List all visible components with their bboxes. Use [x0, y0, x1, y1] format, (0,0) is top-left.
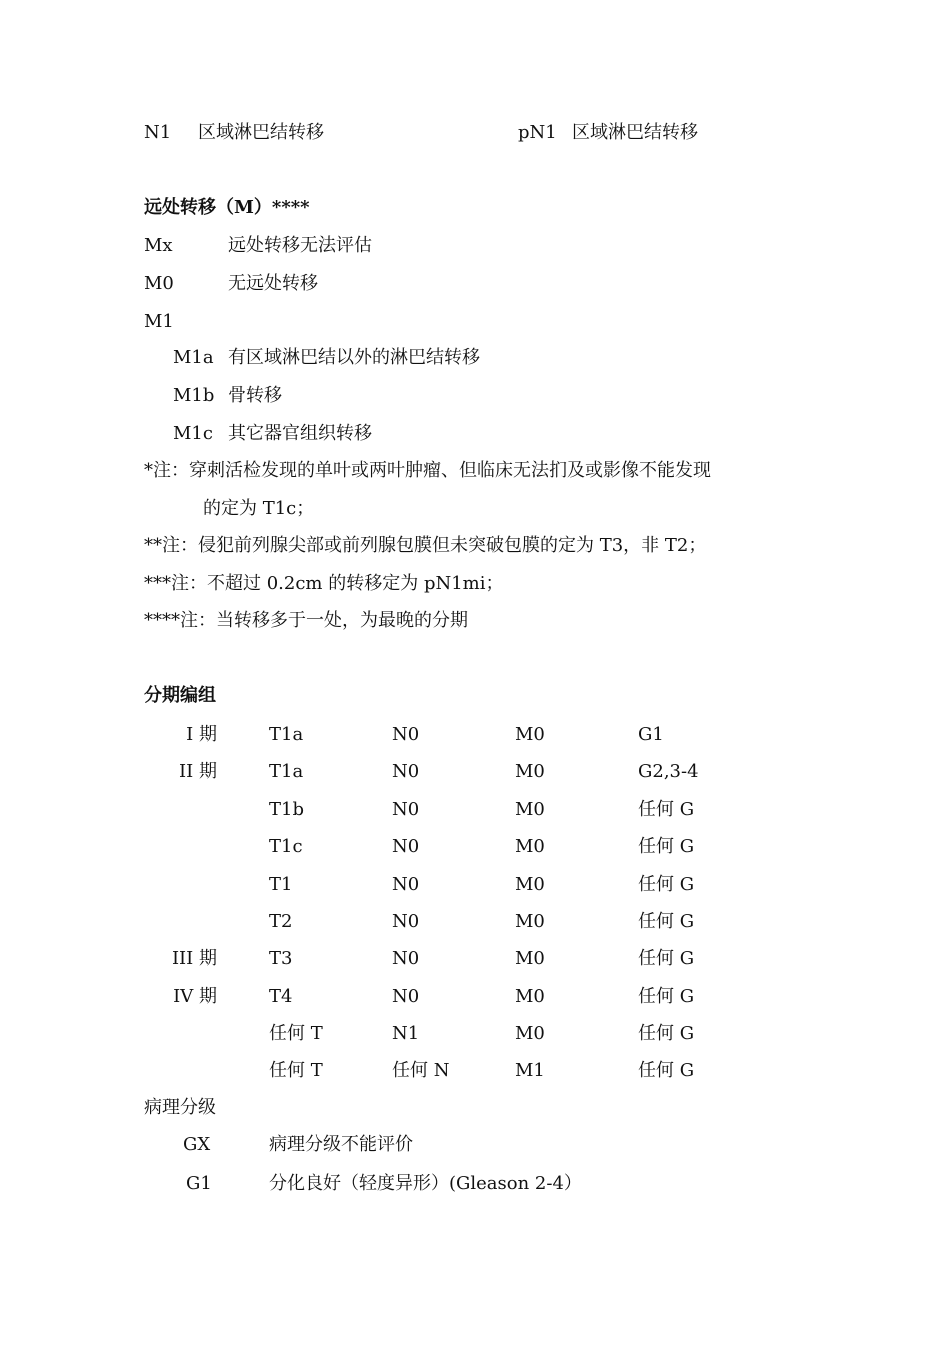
stage-cell-m: M0 [515, 874, 545, 895]
stage-cell-t: T1a [269, 761, 304, 782]
note1-line1: *注：穿刺活检发现的单叶或两叶肿瘤、但临床无法扪及或影像不能发现 [144, 460, 711, 481]
note3: ***注：不超过 0.2cm 的转移定为 pN1mi； [144, 573, 504, 594]
g1-code: G1 [186, 1173, 212, 1194]
stage-cell-n: N0 [392, 724, 420, 745]
stage-cell-m: M0 [515, 761, 545, 782]
grading-title: 病理分级 [144, 1097, 216, 1118]
m1c-code: M1c [173, 423, 213, 444]
stage-cell-t: T2 [269, 911, 293, 932]
m1b-desc: 骨转移 [228, 385, 282, 406]
n1-desc: 区域淋巴结转移 [198, 122, 324, 143]
stage-cell-g: G2,3-4 [638, 761, 699, 782]
mx-code: Mx [144, 235, 173, 256]
stage-label: I 期 [186, 724, 217, 745]
stage-cell-n: N0 [392, 836, 420, 857]
m0-code: M0 [144, 273, 174, 294]
stage-cell-n: N0 [392, 874, 420, 895]
stage-cell-m: M0 [515, 911, 545, 932]
note1-line2: 的定为 T1c； [203, 498, 315, 519]
stage-cell-t: T1a [269, 724, 304, 745]
stage-cell-g: 任何 G [638, 1023, 695, 1044]
n1-code: N1 [144, 122, 172, 143]
m1-code: M1 [144, 311, 174, 332]
stage-cell-m: M0 [515, 1023, 545, 1044]
stage-cell-t: T1b [269, 799, 304, 820]
stage-cell-n: N0 [392, 911, 420, 932]
stage-cell-t: T1c [269, 836, 303, 857]
stage-cell-m: M0 [515, 724, 545, 745]
stage-cell-g: 任何 G [638, 948, 695, 969]
stage-cell-m: M1 [515, 1060, 545, 1081]
stage-label: IV 期 [173, 986, 217, 1007]
stage-cell-t: T3 [269, 948, 293, 969]
gx-desc: 病理分级不能评价 [269, 1134, 413, 1155]
stage-cell-n: N0 [392, 986, 420, 1007]
m0-desc: 无远处转移 [228, 273, 318, 294]
stage-cell-g: 任何 G [638, 836, 695, 857]
pn1-desc: 区域淋巴结转移 [572, 122, 698, 143]
m1a-desc: 有区域淋巴结以外的淋巴结转移 [228, 347, 480, 368]
stage-cell-n: N0 [392, 948, 420, 969]
stage-cell-g: 任何 G [638, 986, 695, 1007]
stage-cell-m: M0 [515, 986, 545, 1007]
mx-desc: 远处转移无法评估 [228, 235, 372, 256]
stage-cell-g: G1 [638, 724, 664, 745]
note2: **注：侵犯前列腺尖部或前列腺包膜但未突破包膜的定为 T3，非 T2； [144, 535, 707, 556]
m1c-desc: 其它器官组织转移 [228, 423, 372, 444]
stage-label: III 期 [171, 948, 217, 969]
stage-cell-m: M0 [515, 836, 545, 857]
stage-cell-g: 任何 G [638, 911, 695, 932]
note4: ****注：当转移多于一处，为最晚的分期 [144, 610, 468, 631]
g1-desc: 分化良好（轻度异形）(Gleason 2-4） [269, 1173, 582, 1194]
stage-label: II 期 [179, 761, 217, 782]
stage-cell-g: 任何 G [638, 1060, 695, 1081]
m-section-title: 远处转移（M）**** [144, 197, 310, 218]
stage-cell-m: M0 [515, 948, 545, 969]
stage-cell-n: N0 [392, 799, 420, 820]
stage-cell-g: 任何 G [638, 799, 695, 820]
stage-cell-g: 任何 G [638, 874, 695, 895]
stage-cell-m: M0 [515, 799, 545, 820]
stage-cell-t: T1 [269, 874, 293, 895]
stage-cell-t: 任何 T [269, 1060, 323, 1081]
stage-cell-n: N1 [392, 1023, 420, 1044]
pn1-code: pN1 [518, 122, 557, 143]
staging-title: 分期编组 [144, 685, 216, 706]
stage-cell-t: T4 [269, 986, 293, 1007]
m1a-code: M1a [173, 347, 214, 368]
stage-cell-t: 任何 T [269, 1023, 323, 1044]
stage-cell-n: N0 [392, 761, 420, 782]
stage-cell-n: 任何 N [392, 1060, 450, 1081]
gx-code: GX [183, 1134, 211, 1155]
m1b-code: M1b [173, 385, 215, 406]
